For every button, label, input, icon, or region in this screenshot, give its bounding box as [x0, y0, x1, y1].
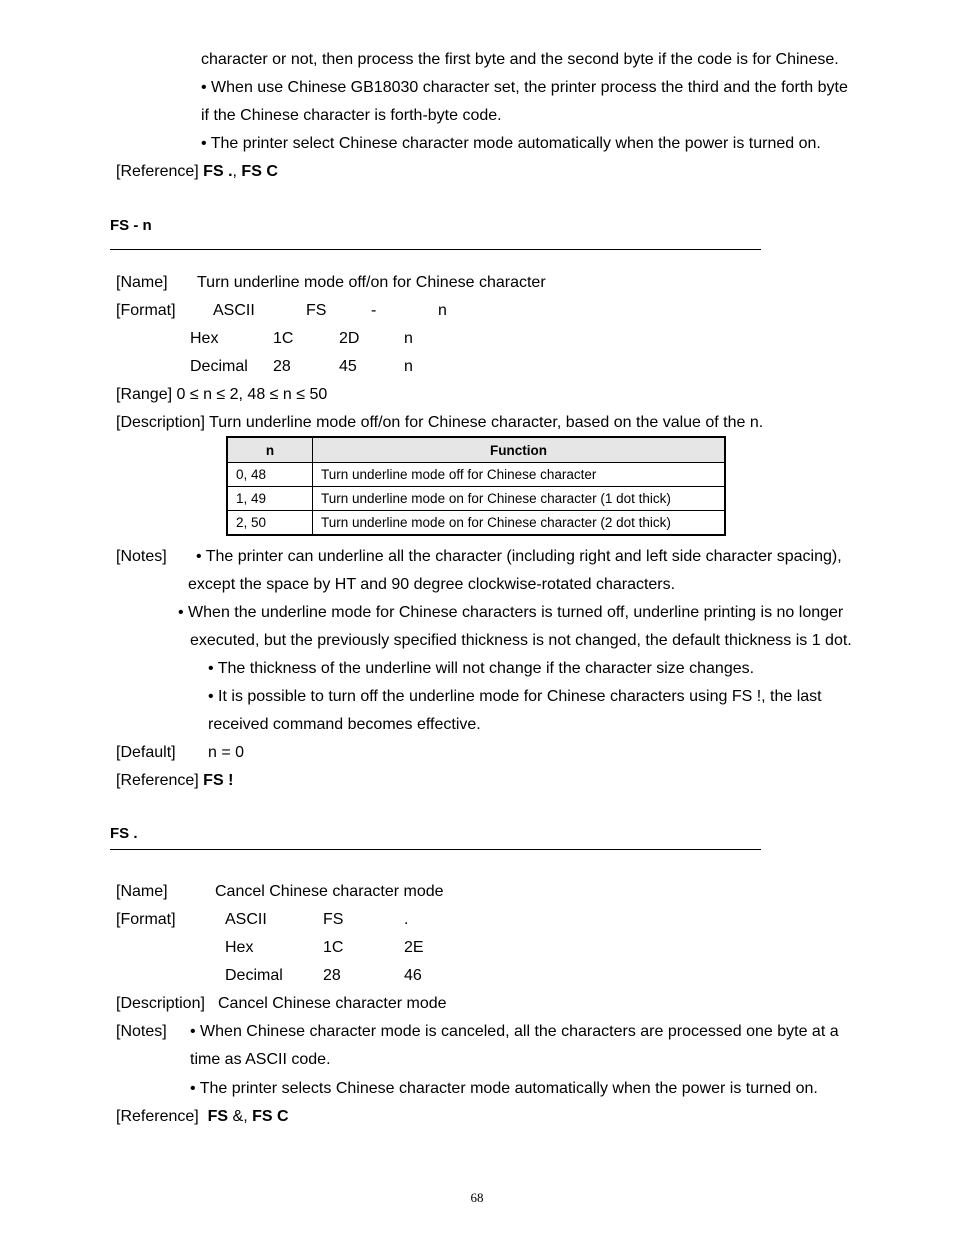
- range-label: [Range]: [116, 386, 173, 403]
- name-label: [Name]: [116, 274, 168, 291]
- format-cell: ASCII: [225, 911, 267, 928]
- body-text-line: • When use Chinese GB18030 character set, the printer process the third and the forth byte: [201, 79, 848, 96]
- format-cell: 2E: [404, 939, 424, 956]
- format-cell: .: [404, 911, 409, 928]
- section-heading: FS .: [110, 825, 138, 842]
- format-cell: Decimal: [225, 967, 283, 984]
- note-line: time as ASCII code.: [190, 1051, 331, 1068]
- table-row: [227, 487, 725, 511]
- function-table: [226, 436, 726, 536]
- format-cell: 28: [323, 967, 341, 984]
- range-line: [116, 385, 327, 405]
- note-line: • The printer can underline all the character (including right and left side character spacing),: [196, 548, 842, 565]
- format-cell: 28: [273, 358, 291, 375]
- table-row: [227, 511, 725, 536]
- note-line: executed, but the previously specified thickness is not changed, the default thickness is 1 dot.: [190, 632, 852, 649]
- note-line: • The printer selects Chinese character mode automatically when the power is turned on.: [190, 1080, 818, 1097]
- page-number: 68: [470, 1190, 484, 1205]
- note-line: • When Chinese character mode is canceled, all the characters are processed one byte at a: [190, 1023, 839, 1040]
- format-cell: -: [371, 302, 377, 319]
- reference-command: FS .: [203, 163, 233, 180]
- table-cell: 0, 48: [227, 463, 313, 487]
- format-label: [Format]: [116, 302, 176, 319]
- notes-label: [Notes]: [116, 1023, 167, 1040]
- reference-line: [116, 1107, 289, 1127]
- format-cell: Hex: [225, 939, 254, 956]
- reference-line: [116, 771, 233, 791]
- body-text-line: character or not, then process the first byte and the second byte if the code is for Chinese.: [201, 51, 839, 68]
- description-line: [116, 413, 763, 433]
- table-cell: Turn underline mode off for Chinese character: [313, 463, 726, 487]
- note-line: • The thickness of the underline will not change if the character size changes.: [208, 660, 755, 677]
- format-cell: Hex: [190, 330, 219, 347]
- default-value: n = 0: [208, 744, 245, 761]
- note-line: received command becomes effective.: [208, 716, 481, 733]
- table-header-row: [227, 437, 725, 463]
- name-value: Cancel Chinese character mode: [215, 883, 444, 900]
- column-header: Function: [313, 437, 726, 463]
- reference-label: [Reference]: [116, 163, 199, 180]
- section-rule: [110, 849, 761, 850]
- format-cell: ASCII: [213, 302, 255, 319]
- table-cell: Turn underline mode on for Chinese character (1 dot thick): [313, 487, 726, 511]
- description-label: [Description]: [116, 995, 205, 1012]
- format-cell: Decimal: [190, 358, 248, 375]
- format-cell: FS: [323, 911, 344, 928]
- body-text-line: if the Chinese character is forth-byte code.: [201, 107, 502, 124]
- format-cell: 2D: [339, 330, 360, 347]
- format-cell: 46: [404, 967, 422, 984]
- reference-separator: &,: [232, 1108, 248, 1125]
- format-cell: n: [404, 330, 413, 347]
- name-label: [Name]: [116, 883, 168, 900]
- default-label: [Default]: [116, 744, 176, 761]
- format-cell: 1C: [323, 939, 344, 956]
- reference-label: [Reference]: [116, 1108, 199, 1125]
- note-line: except the space by HT and 90 degree clockwise-rotated characters.: [188, 576, 676, 593]
- format-cell: n: [438, 302, 447, 319]
- body-text-line: • The printer select Chinese character mode automatically when the power is turned on.: [201, 135, 821, 152]
- reference-line: [116, 162, 278, 182]
- format-cell: 1C: [273, 330, 294, 347]
- name-value: Turn underline mode off/on for Chinese character: [197, 274, 546, 291]
- reference-command: FS C: [241, 163, 278, 180]
- format-cell: 45: [339, 358, 357, 375]
- format-cell: n: [404, 358, 413, 375]
- description-value: Turn underline mode off/on for Chinese character, based on the value of the n.: [209, 414, 764, 431]
- description-value: Cancel Chinese character mode: [218, 995, 447, 1012]
- table-cell: 1, 49: [227, 487, 313, 511]
- section-heading: FS - n: [110, 217, 152, 234]
- reference-command: FS !: [203, 772, 234, 789]
- section-rule: [110, 249, 761, 250]
- note-line: • When the underline mode for Chinese characters is turned off, underline printing is no longer: [178, 604, 844, 621]
- note-line: • It is possible to turn off the underline mode for Chinese characters using FS !, the last: [208, 688, 822, 705]
- table-cell: 2, 50: [227, 511, 313, 536]
- column-header: n: [227, 437, 313, 463]
- range-value: 0 ≤ n ≤ 2, 48 ≤ n ≤ 50: [176, 386, 328, 403]
- format-cell: FS: [306, 302, 327, 319]
- notes-label: [Notes]: [116, 548, 167, 565]
- reference-separator: ,: [232, 163, 237, 180]
- reference-command: FS: [207, 1108, 229, 1125]
- table-cell: Turn underline mode on for Chinese character (2 dot thick): [313, 511, 726, 536]
- table-row: [227, 463, 725, 487]
- reference-label: [Reference]: [116, 772, 199, 789]
- format-label: [Format]: [116, 911, 176, 928]
- description-label: [Description]: [116, 414, 205, 431]
- reference-command: FS C: [252, 1108, 289, 1125]
